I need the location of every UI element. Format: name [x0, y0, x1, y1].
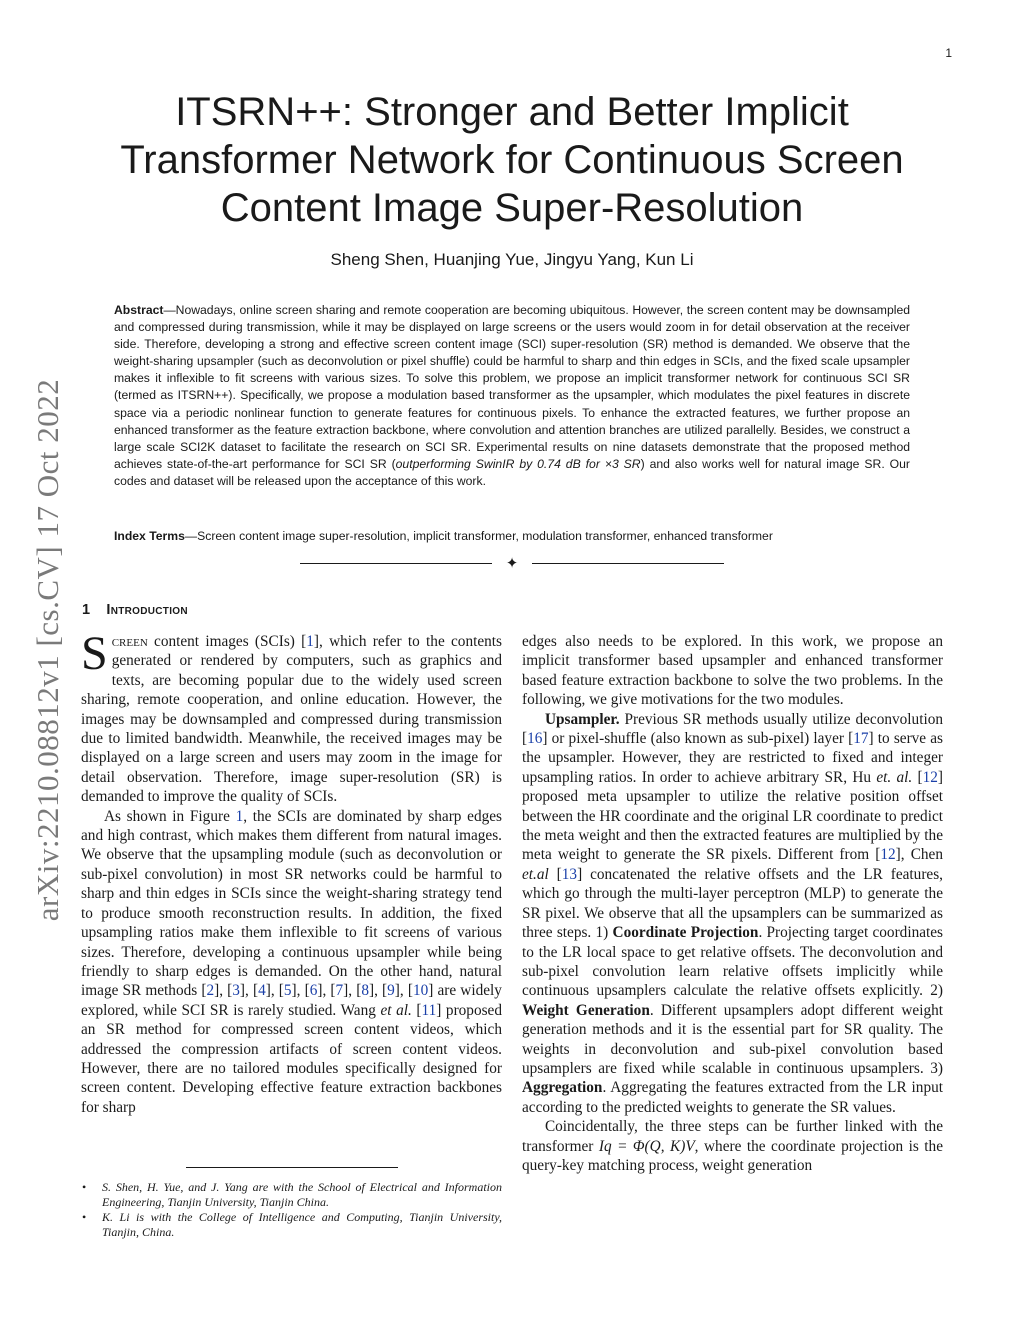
- text-run: , the SCIs are dominated by sharp edges and high contrast, which makes them different from natural images. We observe that the upsampling module (such as deconvolution or sub-pixel convolution) in most SR networks could be harmful to sharp and thin edges in SCIs since the weight-sharing strategy tend to produce smooth reconstruction results. In addition, the fixed upsampling ratios make them inflexible to fit screens of various sizes. Therefore, developing a continuous upsampler while being friendly to sharp edges is demanded. On the other hand, natural image SR methods [: [81, 807, 503, 1000]
- citation-link[interactable]: 17: [853, 730, 869, 748]
- right-column: [522, 632, 943, 1175]
- bullet-icon: •: [82, 1210, 87, 1224]
- index-terms: [114, 528, 910, 545]
- text-run: [: [548, 865, 562, 883]
- text-run: ] proposed an SR method for compressed screen content videos, which addressed the compression artifacts of screen content videos. However, there are no tailored modules specifically designed for screen content. Developing effective feature extraction backbones for sharp: [81, 1001, 502, 1116]
- text-run: ] proposed meta upsampler to utilize the relative position offset between the HR coordinate and the original LR coordinate to predict the meta weight and then the extracted features are multiplied by the meta weight to generate the SR pixels. Different from [: [522, 768, 943, 864]
- footnotes: [82, 1180, 502, 1240]
- title-line-3: Content Image Super-Resolution: [220, 186, 804, 230]
- section-title: Introduction: [106, 602, 188, 618]
- abstract-label: Abstract: [114, 303, 164, 317]
- text-run: . Projecting target coordinates to the LR local space to get relative offsets. The deconvolution and sub-pixel convolution learn relative offsets implicitly while continuous upsamplers calculate the relative offsets explicitly. 2): [522, 924, 943, 1000]
- index-terms-text: —Screen content image super-resolution, implicit transformer, modulation transformer, enhanced transformer: [184, 529, 773, 543]
- intro-paragraph-3: edges also needs to be explored. In this work, we propose an implicit transformer based upsampler and enhanced transformer based feature extraction backbone to solve the two problems. In the following, we give motivations for the two modules.: [522, 633, 943, 709]
- abstract-text-a: —Nowadays, online screen sharing and remote cooperation are becoming ubiquitous. However, the screen content may be downsampled and compressed during transmission, while it may be displayed on large screens or the users would zoom in for detail observation at the receiver side. Therefore, developing a strong and effective screen content image (SCI) super-resolution (SR) method is demanded. We observe that the weight-sharing upsampler (such as deconvolution or pixel shuffle) could be harmful to sharp and thin edges in SCIs, and the fixed scale upsampler makes it inflexible to fit screens with various sizes. To solve this problem, we propose an implicit transformer network for continuous SCI SR (termed as ITSRN++). Specifically, we propose a modulation based transformer as the upsampler, which modulates the pixel features in discrete space via a periodic nonlinear function to generate features for continuous pixels. To enhance the extracted features, we further propose an enhanced transformer as the feature extraction backbone, where convolution and attention branches are utilized parallelly. Besides, we construct a large scale SCI2K dataset to facilitate the research on SCI SR. Experimental results on nine datasets demonstrate that the proposed method achieves state-of-the-art performance for SCI SR (: [114, 303, 910, 471]
- bullet-icon: •: [82, 1180, 87, 1194]
- text-run: [: [411, 1001, 422, 1019]
- citation-link[interactable]: 3: [232, 982, 240, 1000]
- section-heading: [82, 602, 188, 618]
- left-column: [81, 627, 503, 1117]
- title-line-1: ITSRN++: Stronger and Better Implicit: [175, 90, 849, 134]
- formula: Iq = Φ(Q, K)V: [598, 1137, 695, 1155]
- text-run: ], Chen: [895, 846, 943, 864]
- citation-link[interactable]: 7: [335, 982, 344, 1000]
- abstract: [114, 302, 910, 490]
- citation-link[interactable]: 10: [412, 982, 429, 1000]
- step-aggregation: Aggregation: [522, 1079, 603, 1097]
- citation-link[interactable]: 8: [361, 982, 369, 1000]
- citation-link[interactable]: 16: [527, 730, 543, 748]
- smallcaps-word: creen: [111, 633, 148, 650]
- text-run: ], which refer to the contents generated or rendered by computers, such as graphics and texts, are becoming popular due to the widely used screen sharing, remote cooperation, and online education. However, the images may be downsampled and compressed during transmission due to limited bandwidth. Meanwhile, the received images may be displayed on a large screen and users may zoom in the image for detail observation. Therefore, image super-resolution (SR) is demanded to improve the quality of SCIs.: [81, 633, 502, 806]
- text-run: , where the coordinate projection is the query-key matching process, weight generation: [522, 1137, 943, 1174]
- citation-link[interactable]: 11: [421, 1001, 437, 1019]
- figure-link[interactable]: 1: [235, 807, 244, 825]
- upsampler-heading: Upsampler.: [544, 710, 620, 728]
- citation-link[interactable]: 5: [283, 982, 292, 1000]
- footnote-item: [82, 1180, 502, 1210]
- text-run: [: [912, 768, 923, 786]
- section-separator: [300, 556, 724, 572]
- abstract-italic: outperforming SwinIR by 0.74 dB for ×3 SR: [395, 456, 641, 471]
- citation-link[interactable]: 12: [880, 846, 896, 864]
- et-al: et.al: [522, 865, 549, 883]
- upsampler-paragraph: [522, 710, 943, 1118]
- transformer-paragraph: [522, 1117, 943, 1175]
- author-list: Sheng Shen, Huanjing Yue, Jingyu Yang, Kun Li: [330, 250, 694, 269]
- citation-link[interactable]: 13: [561, 865, 578, 883]
- abstract-text-b: ) and also works well for natural image SR. Our codes and dataset will be released upon the acceptance of this work.: [114, 456, 910, 488]
- drop-cap: S: [81, 627, 108, 680]
- paper-title: [100, 88, 924, 232]
- footnote-text: S. Shen, H. Yue, and J. Yang are with the School of Electrical and Information Engineering, Tianjin University, Tianjin China.: [102, 1180, 502, 1209]
- citation-link[interactable]: 9: [387, 982, 395, 1000]
- footnote-text: K. Li is with the College of Intelligence and Computing, Tianjin University, Tianjin, China.: [102, 1210, 502, 1239]
- text-run: ] are widely explored, while SCI SR is rarely studied. Wang: [81, 982, 502, 1019]
- text-run: Previous SR methods usually utilize deconvolution [: [522, 710, 943, 748]
- arxiv-stamp: arXiv:2210.08812v1 [cs.CV] 17 Oct 2022: [30, 378, 65, 922]
- citation-link[interactable]: 6: [309, 982, 318, 1000]
- text-run: . Different upsamplers adopt different weight generation methods and it is the essential part for SR quality. The weights in deconvolution and sub-pixel convolution based upsamplers are fixed while scalable in continuous upsamplers. 3): [522, 1001, 943, 1077]
- separator-rule-left: [300, 563, 492, 564]
- footnote-rule: [186, 1167, 398, 1168]
- separator-diamond-icon: ✦: [505, 556, 519, 572]
- et-al: et al.: [380, 1001, 412, 1019]
- step-weight-generation: Weight Generation: [522, 1001, 650, 1019]
- citation-link[interactable]: 12: [922, 768, 938, 786]
- page-number: 1: [945, 46, 952, 60]
- citation-link[interactable]: 1: [306, 633, 314, 650]
- index-terms-label: Index Terms: [114, 529, 185, 543]
- text-run: As shown in Figure: [103, 807, 236, 825]
- citation-link[interactable]: 4: [258, 982, 266, 1000]
- text-run: ] to serve as the upsampler. However, they are restricted to fixed and integer upsampling ratios. In order to achieve arbitrary SR, Hu: [522, 730, 944, 786]
- citation-link[interactable]: 2: [206, 982, 215, 1000]
- text-run: ] or pixel-shuffle (also known as sub-pixel) layer [: [542, 730, 854, 748]
- text-run: content images (SCIs) [: [147, 633, 307, 650]
- text-run: ] concatenated the relative offsets and the LR features, which go through the multi-layer perceptron (MLP) to generate the SR pixel. We observe that all the upsamplers can be summarized as three steps. 1): [522, 865, 943, 942]
- et-al: et. al.: [876, 768, 913, 786]
- text-run: Coincidentally, the three steps can be further linked with the transformer: [522, 1118, 943, 1155]
- separator-rule-right: [532, 563, 724, 564]
- text-run: . Aggregating the features extracted from the LR input according to the predicted weights to generate the SR values.: [522, 1079, 943, 1116]
- footnote-item: [82, 1210, 502, 1240]
- section-number: 1: [82, 602, 91, 618]
- intro-paragraph-2: As shown in Figure 1, the SCIs are dominated by sharp edges and high contrast, which makes them different from natural images. We observe that the upsampling module (such as deconvolution or sub-pixel convolution) in most SR networks could be harmful to sharp and thin edges in SCIs since the weight-sharing strategy tend to produce smooth reconstruction results. In addition, the fixed upsampling ratios make them inflexible to fit screens of various sizes. Therefore, developing a continuous upsampler while being friendly to sharp edges is demanded. On the other hand, natural image SR methods [2], [3], [4], [5], [6], [7], [8], [9], [10] are widely explored, while SCI SR is rarely studied. Wang et al. [11] proposed an SR method for compressed screen content videos, which addressed the compression artifacts of screen content videos. However, there are no tailored modules specifically designed for screen content. Developing effective feature extraction backbones for sharp: [81, 807, 503, 1116]
- step-coordinate-projection: Coordinate Projection: [612, 924, 759, 942]
- title-line-2: Transformer Network for Continuous Screen: [120, 138, 904, 182]
- intro-paragraph-1: [81, 627, 502, 807]
